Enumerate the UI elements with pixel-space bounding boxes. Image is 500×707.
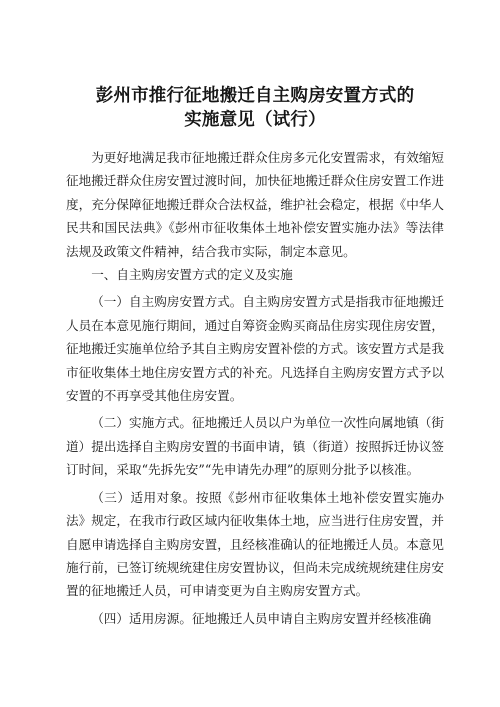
- document-title: [66, 84, 444, 132]
- intro-paragraph: 为更好地满足我市征地搬迁群众住房多元化安置需求，有效缩短征地搬迁群众住房安置过渡时间，加快征地搬迁群众住房安置工作进度，充分保障征地搬迁群众合法权益，维护社会稳定，根据《中华人民共和国民法典》《彭州市征收集体土地补偿安置实施办法》等法律法规及政策文件精神，结合我市实际，制定本意见。: [66, 150, 444, 259]
- paragraph-1: （一）自主购房安置方式。自主购房安置方式是指我市征地搬迁人员在本意见施行期间，通过自筹资金购买商品住房实现住房安置，征地搬迁实施单位给予其自主购房安置补偿的方式。该安置方式是我市征收集体土地住房安置方式的补充。凡选择自主购房安置方式予以安置的不再享受其他住房安置。: [66, 294, 444, 404]
- title-line-2: 实施意见（试行）: [184, 110, 326, 130]
- title-line-1: 彭州市推行征地搬迁自主购房安置方式的: [95, 86, 415, 106]
- paragraph-3: （三）适用对象。按照《彭州市征收集体土地补偿安置实施办法》规定，在我市行政区域内征收集体土地，应当进行住房安置，并自愿申请选择自主购房安置，且经核准确认的征地搬迁人员。本意见施行前，已签订统规统建住房安置协议，但尚未完成统规统建住房安置的征地搬迁人员，可申请变更为自主购房安置方式。: [66, 489, 444, 599]
- section-heading-1: 一、自主购房安置方式的定义及实施: [91, 267, 293, 283]
- paragraph-4: （四）适用房源。征地搬迁人员申请自主购房安置并经核准确: [91, 610, 432, 626]
- paragraph-2: （二）实施方式。征地搬迁人员以户为单位一次性向属地镇（街道）提出选择自主购房安置的书面申请，镇（街道）按照拆迁协议签订时间，采取“先拆先安”“先申请先办理”的原则分批予以核准。: [66, 415, 444, 478]
